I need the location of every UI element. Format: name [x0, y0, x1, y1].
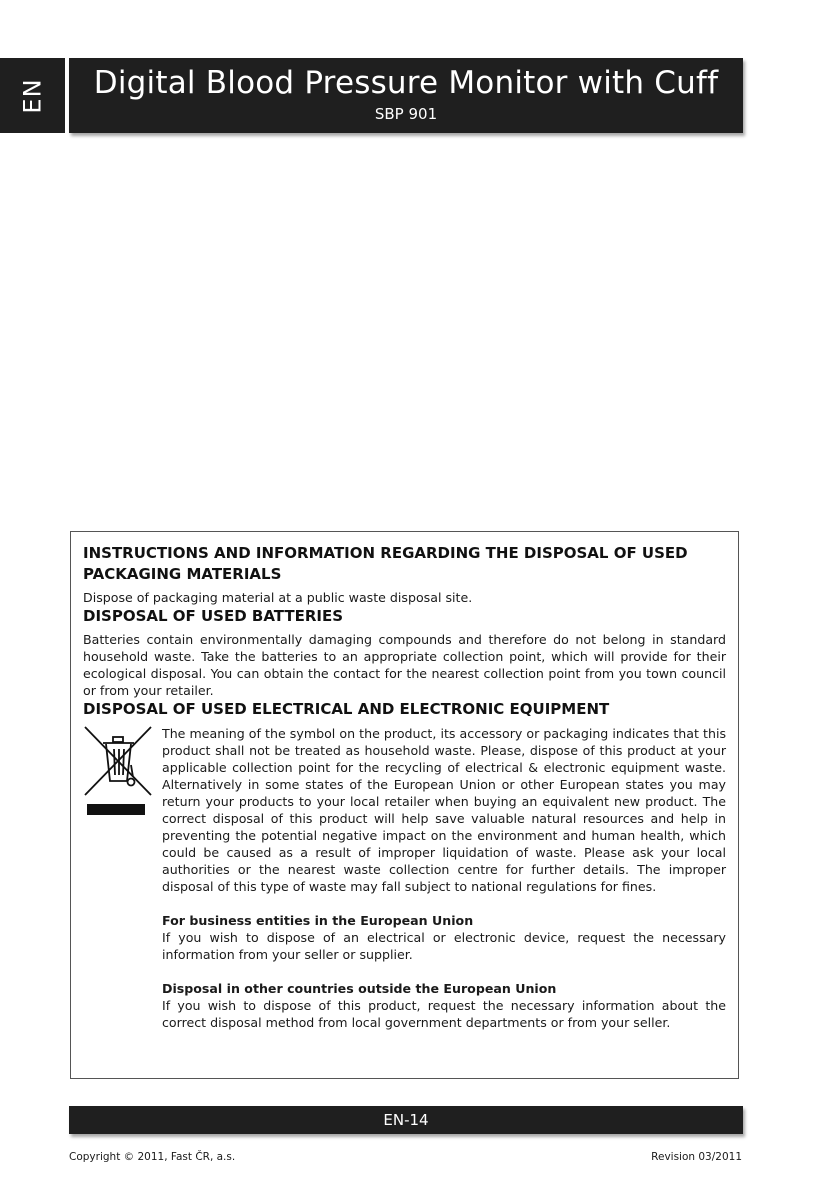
language-label: EN: [18, 77, 47, 114]
weee-marking-bar: [87, 804, 145, 815]
electrical-disposal-text: The meaning of the symbol on the product, its accessory or packaging indicates that this product shall not be treated as household waste. Please, dispose of this product at your applicable collection point for the recycling of electrical & electronic equipment waste. Alternatively in some states of the European Union or other European states you may return your products to your local retailer when buying an equivalent new product. The correct disposal of this product will help save valuable natural resources and help in preventing the potential negative impact on the environment and human health, which could be caused as a result of improper liquidation of waste. Please ask your local authorities or the nearest waste collection centre for further details. The improper disposal of this type of waste may fall subject to national regulations for fines.: [162, 726, 726, 894]
disposal-info-box: [70, 531, 739, 1079]
page-number: EN-14: [383, 1111, 429, 1129]
crossed-out-wheelie-bin-icon: [83, 725, 153, 797]
model-number: SBP 901: [374, 105, 438, 123]
header-bar: [69, 58, 743, 133]
electrical-disposal-section: [83, 725, 726, 1031]
page-number-bar: [69, 1106, 743, 1134]
revision-label: Revision 03/2011: [651, 1151, 742, 1163]
battery-disposal-heading: DISPOSAL OF USED BATTERIES: [83, 607, 344, 625]
language-tab: [0, 58, 65, 133]
page-title: Digital Blood Pressure Monitor with Cuff: [93, 65, 719, 101]
electrical-disposal-heading: DISPOSAL OF USED ELECTRICAL AND ELECTRONIC EQUIPMENT: [83, 700, 610, 718]
eu-business-text: If you wish to dispose of an electrical or electronic device, request the necessary information from your seller or supplier.: [162, 930, 726, 962]
copyright-notice: Copyright © 2011, Fast ČR, a.s.: [69, 1151, 236, 1163]
packaging-disposal-heading: INSTRUCTIONS AND INFORMATION REGARDING THE DISPOSAL OF USED PACKAGING MATERIALS: [83, 544, 688, 583]
outside-eu-heading: Disposal in other countries outside the European Union: [162, 981, 557, 996]
eu-business-heading: For business entities in the European Union: [162, 913, 474, 928]
outside-eu-text: If you wish to dispose of this product, request the necessary information about the correct disposal method from local government departments or from your seller.: [162, 998, 726, 1030]
battery-disposal-text: Batteries contain environmentally damaging compounds and therefore do not belong in standard household waste. Take the batteries to an appropriate collection point, which will provide for their ecological disposal. You can obtain the contact for the nearest collection point from you town council or from your retailer.: [83, 632, 726, 698]
packaging-disposal-text: Dispose of packaging material at a public waste disposal site.: [83, 590, 473, 605]
